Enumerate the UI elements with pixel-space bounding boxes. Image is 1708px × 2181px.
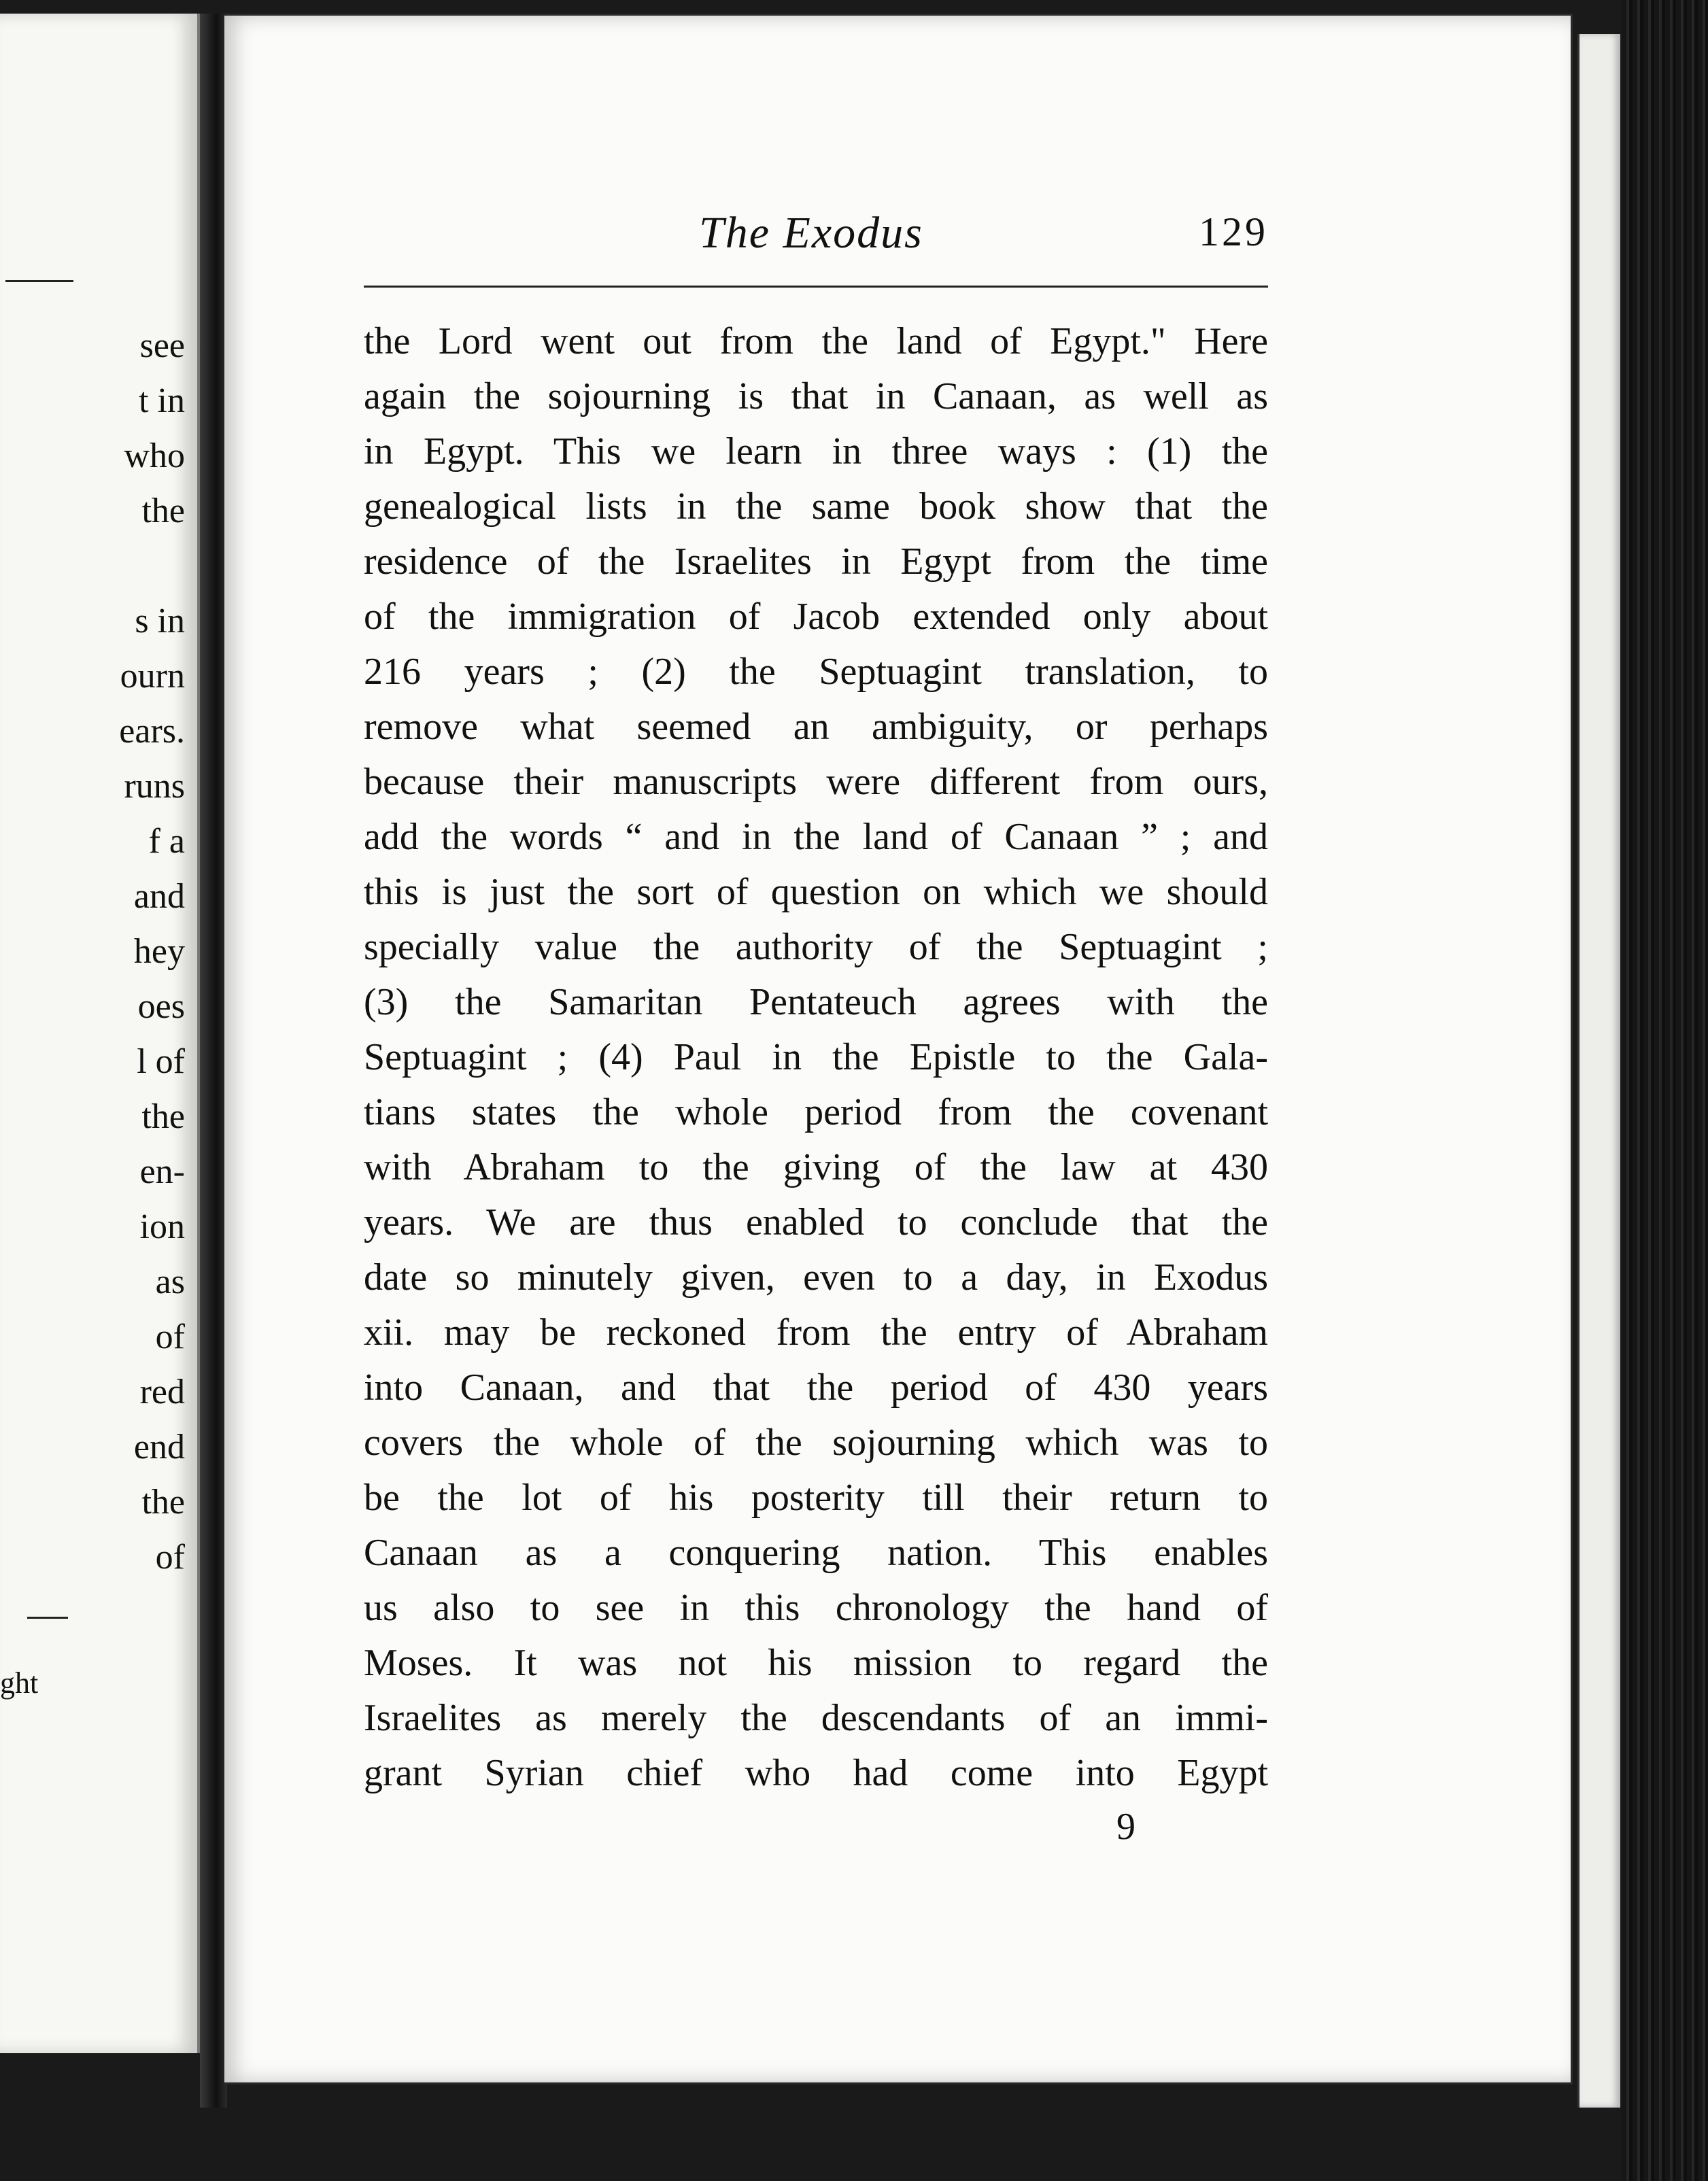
previous-page-line: as [155,1263,185,1301]
text-line: this is just the sort of question on which we should [364,871,1268,913]
text-line: Septuagint ; (4) Paul in the Epistle to the Gala- [364,1036,1268,1078]
previous-page-line: l of [137,1042,185,1081]
previous-page [0,14,200,2053]
previous-page-line: see [139,326,185,365]
previous-page-line [119,538,185,594]
text-line: into Canaan, and that the period of 430 years [364,1367,1268,1409]
previous-page-text [119,318,185,1585]
text-line: covers the whole of the sojourning which was to [364,1422,1268,1464]
text-line: in Egypt. This we learn in three ways : (1) the [364,430,1268,473]
text-line: with Abraham to the giving of the law at 430 [364,1146,1268,1188]
book-cover-edge [1622,0,1708,2181]
text-line: tians states the whole period from the covenant [364,1091,1268,1133]
previous-page-line: the [141,1483,185,1522]
previous-page-line: runs [124,767,185,806]
text-line: because their manuscripts were different from ours, [364,761,1268,803]
running-header [364,207,1268,269]
previous-page-footnote: ght [0,1666,39,1700]
previous-page-line: and [133,877,185,916]
text-line: be the lot of his posterity till their return to [364,1477,1268,1519]
text-line: 216 years ; (2) the Septuagint translation, to [364,651,1268,693]
previous-page-line: t in [139,381,185,420]
previous-page-line: oes [137,987,185,1026]
previous-page-line: of [155,1538,185,1577]
signature-mark: 9 [1116,1806,1135,1848]
previous-page-line: en- [139,1152,185,1191]
running-title: The Exodus [699,208,923,258]
previous-page-line: of [155,1318,185,1356]
text-line: xii. may be reckoned from the entry of Abraham [364,1311,1268,1354]
text-line: grant Syrian chief who had come into Egypt [364,1752,1268,1794]
text-line: Moses. It was not his mission to regard the [364,1642,1268,1684]
text-line: years. We are thus enabled to conclude that the [364,1201,1268,1243]
text-line: of the immigration of Jacob extended only about [364,596,1268,638]
text-line: remove what seemed an ambiguity, or perhaps [364,706,1268,748]
previous-page-line: ion [139,1207,185,1246]
previous-page-line: s in [135,602,185,640]
header-rule [364,286,1268,288]
previous-page-line: hey [133,932,185,971]
previous-page-line: red [139,1373,185,1411]
previous-page-header-rule [5,280,73,282]
page-edge [1577,34,1620,2108]
page-number: 129 [1199,209,1268,254]
text-line: us also to see in this chronology the hand of [364,1587,1268,1629]
text-line: the Lord went out from the land of Egypt." Here [364,320,1268,362]
previous-page-line: ourn [120,657,185,695]
previous-page-line: the [141,492,185,530]
previous-page-line: the [141,1097,185,1136]
text-line: (3) the Samaritan Pentateuch agrees with the [364,981,1268,1023]
previous-page-line: end [133,1428,185,1466]
binding-gutter [200,14,227,2108]
text-line: genealogical lists in the same book show that the [364,485,1268,528]
previous-page-line: ears. [119,712,185,751]
previous-page-line: f a [148,822,185,861]
text-line: date so minutely given, even to a day, in Exodus [364,1256,1268,1299]
text-line: add the words “ and in the land of Canaan ” ; and [364,816,1268,858]
previous-page-footnote-rule [27,1617,68,1619]
body-text [364,314,1268,1801]
previous-page-line: who [124,436,185,475]
text-line: Canaan as a conquering nation. This enables [364,1532,1268,1574]
text-line: residence of the Israelites in Egypt from the time [364,540,1268,583]
text-line: again the sojourning is that in Canaan, as well as [364,375,1268,417]
text-line: specially value the authority of the Septuagint ; [364,926,1268,968]
text-line: Israelites as merely the descendants of an immi- [364,1697,1268,1739]
